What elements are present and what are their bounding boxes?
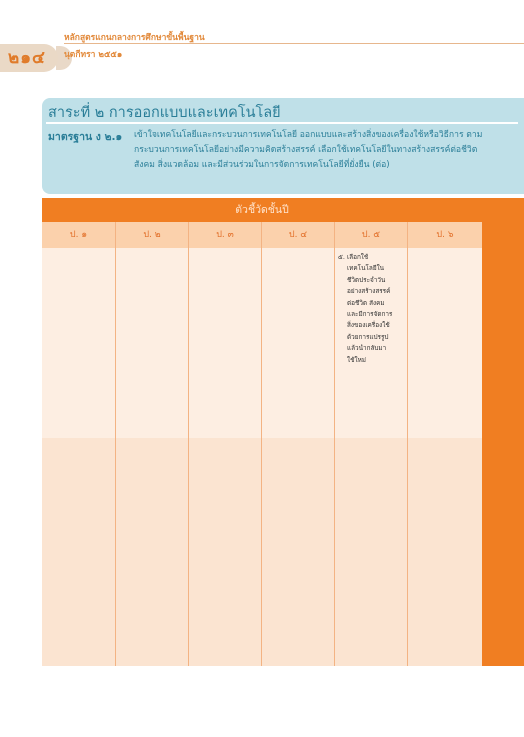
column-header-p5: ป. ๕ (335, 222, 407, 248)
page-number: ๒๑๔ (8, 44, 60, 72)
indicator-p5-item (338, 252, 410, 366)
table-title: ตัวชี้วัดชั้นปี (42, 198, 482, 222)
table-header-row (42, 222, 482, 248)
table-body-upper (42, 222, 482, 438)
standard-text: เข้าใจเทคโนโลยีและกระบวนการเทคโนโลยี ออกแบบและสร้างสิ่งของเครื่องใช้หรือวิธีการ ตามกระบวนการเทคโนโลยีอย่างมีความคิดสร้างสรรค์ เลือกใช้เทคโนโลยีในทางสร้างสรรค์ต่อชีวิต สังคม สิ่งแวดล้อม และมีส่วนร่วมในการจัดการเทคโนโลยีที่ยั่งยืน (ต่อ) (134, 130, 483, 170)
strand-title: สาระที่ ๒ การออกแบบและเทคโนโลยี (48, 105, 281, 121)
indicator-number: ๕. (338, 253, 345, 261)
header-divider (64, 43, 524, 44)
column-header-p3: ป. ๓ (189, 222, 261, 248)
column-header-p2: ป. ๒ (116, 222, 188, 248)
indicator-table (42, 198, 482, 666)
column-divider (261, 222, 262, 666)
column-header-p1: ป. ๑ (42, 222, 115, 248)
strand-divider (46, 122, 518, 124)
column-divider (115, 222, 116, 666)
column-header-p6: ป. ๖ (408, 222, 482, 248)
indicator-text: เลือกใช้ เทคโนโลยีใน ชีวิตประจำวัน อย่างสร้างสรรค์ ต่อชีวิต สังคม และมีการจัดการ สิ่งของเครื่องใช้ ด้วยการแปรรูป แล้วนำกลับมา ใช้ใหม่ (347, 253, 393, 364)
document-title: หลักสูตรแกนกลางการศึกษาขั้นพื้นฐาน (64, 33, 205, 43)
column-header-p4: ป. ๔ (262, 222, 334, 248)
standard-label: มาตรฐาน ง ๒.๑ (48, 131, 123, 143)
column-divider (188, 222, 189, 666)
side-orange-band (482, 198, 524, 666)
column-divider (334, 222, 335, 666)
subject-label: นุตกีทรา ๒๕๕๑ (64, 50, 123, 60)
